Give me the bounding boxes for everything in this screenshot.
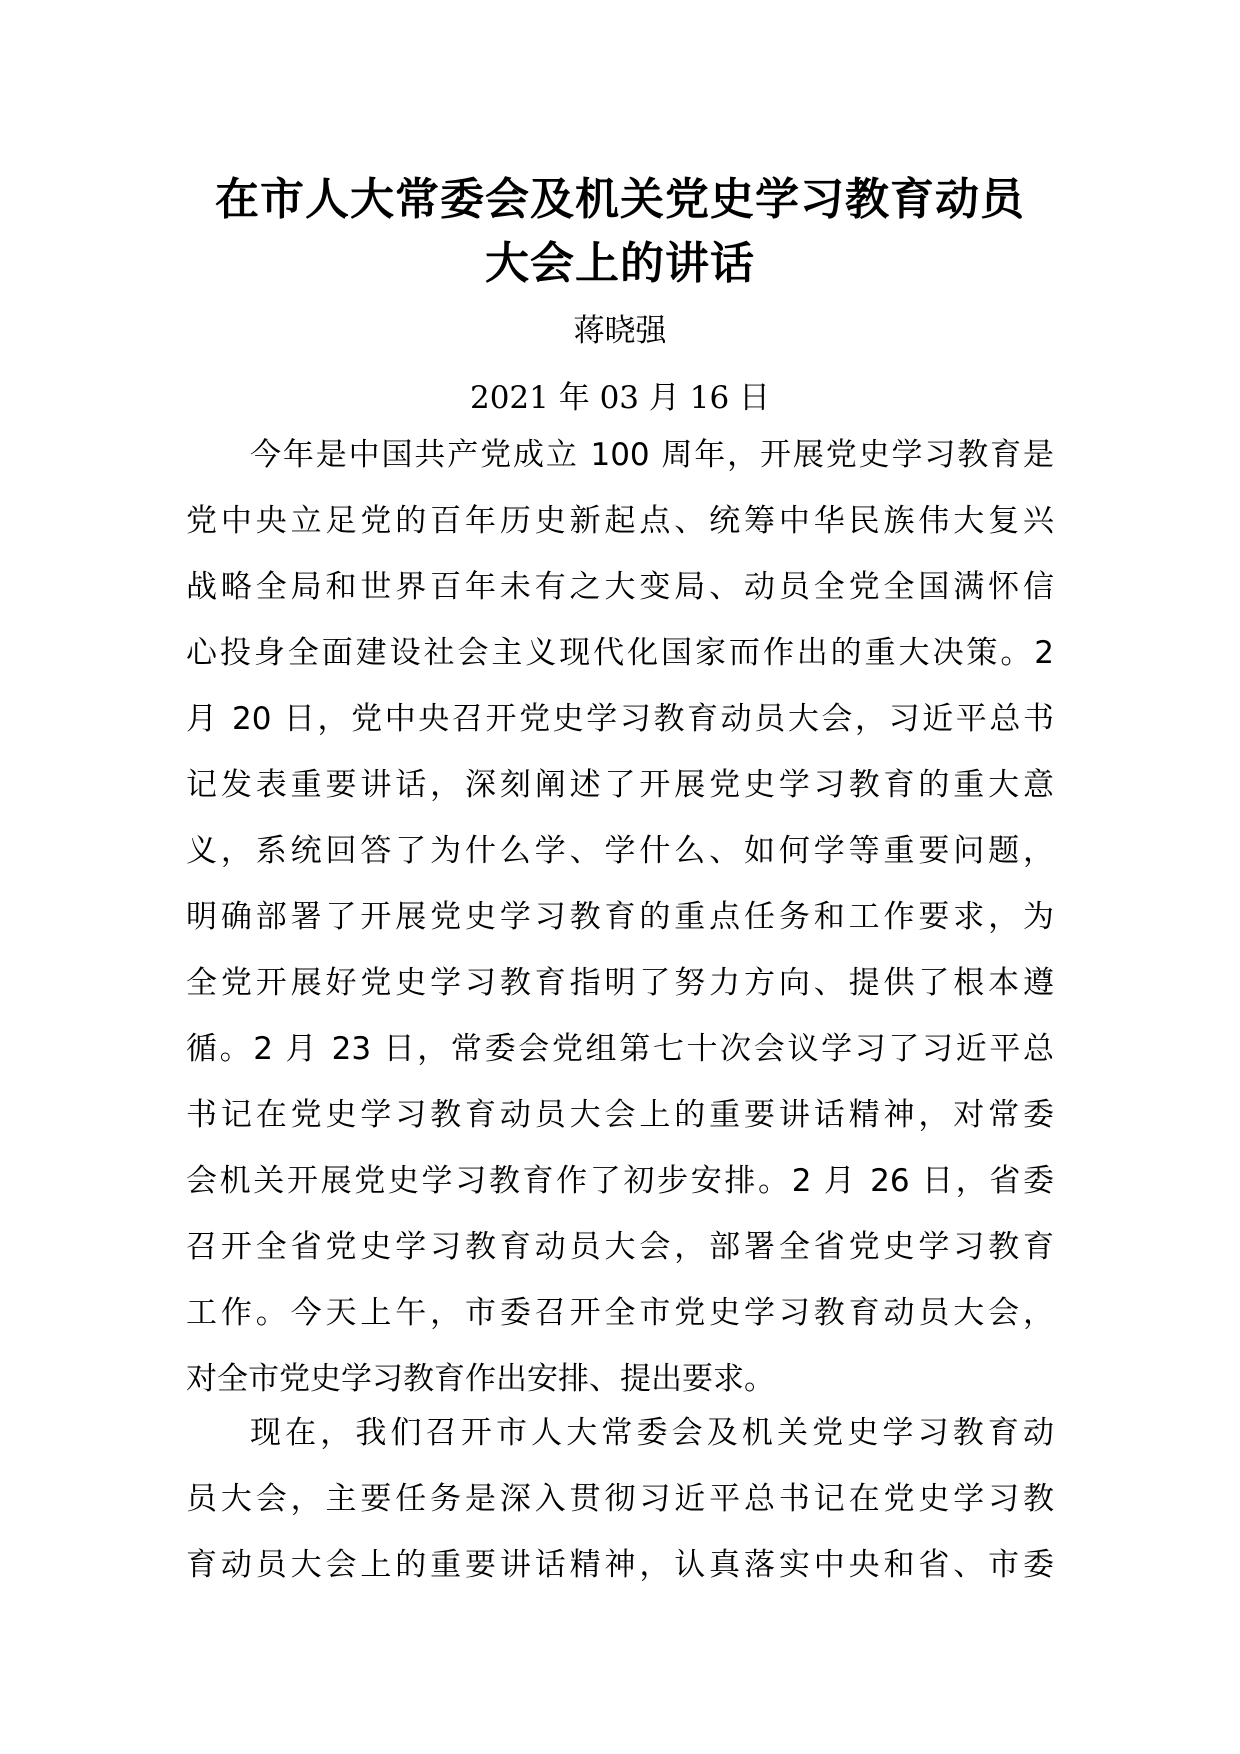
text-line: 召开全省党史学习教育动员大会，部署全省党史学习教育 — [186, 1229, 1054, 1265]
text-line: 会机关开展党史学习教育作了初步安排。2 月 26 日，省委 — [186, 1163, 1054, 1199]
author-name: 蒋晓强 — [573, 313, 667, 349]
text-line: 全党开展好党史学习教育指明了努力方向、提供了根本遵 — [186, 965, 1054, 1001]
text-line: 战略全局和世界百年未有之大变局、动员全党全国满怀信 — [186, 569, 1054, 605]
paragraph-2 — [186, 1400, 1054, 1598]
document-title-line-2: 大会上的讲话 — [485, 238, 755, 289]
text-line: 循。2 月 23 日，常委会党组第七十次会议学习了习近平总 — [186, 1031, 1054, 1067]
text-line: 员大会，主要任务是深入贯彻习近平总书记在党史学习教 — [186, 1481, 1054, 1517]
document-title-line-1: 在市人大常委会及机关党史学习教育动员 — [215, 174, 1025, 225]
text-line: 党中央立足党的百年历史新起点、统筹中华民族伟大复兴 — [186, 503, 1054, 539]
text-line: 育动员大会上的重要讲话精神，认真落实中央和省、市委 — [186, 1547, 1054, 1583]
text-line: 义，系统回答了为什么学、学什么、如何学等重要问题， — [186, 833, 1054, 869]
speech-date: 2021 年 03 月 16 日 — [469, 380, 771, 416]
text-line: 现在，我们召开市人大常委会及机关党史学习教育动 — [250, 1415, 1054, 1451]
text-line: 工作。今天上午，市委召开全市党史学习教育动员大会， — [186, 1295, 1054, 1331]
text-line: 明确部署了开展党史学习教育的重点任务和工作要求，为 — [186, 899, 1054, 935]
text-line: 月 20 日，党中央召开党史学习教育动员大会，习近平总书 — [186, 701, 1054, 737]
text-line: 对全市党史学习教育作出安排、提出要求。 — [186, 1361, 775, 1397]
paragraph-1 — [186, 422, 1054, 1412]
text-line: 心投身全面建设社会主义现代化国家而作出的重大决策。2 — [186, 635, 1054, 671]
text-line: 书记在党史学习教育动员大会上的重要讲话精神，对常委 — [186, 1097, 1054, 1133]
text-line: 记发表重要讲话，深刻阐述了开展党史学习教育的重大意 — [186, 767, 1054, 803]
text-line: 今年是中国共产党成立 100 周年，开展党史学习教育是 — [250, 437, 1054, 473]
